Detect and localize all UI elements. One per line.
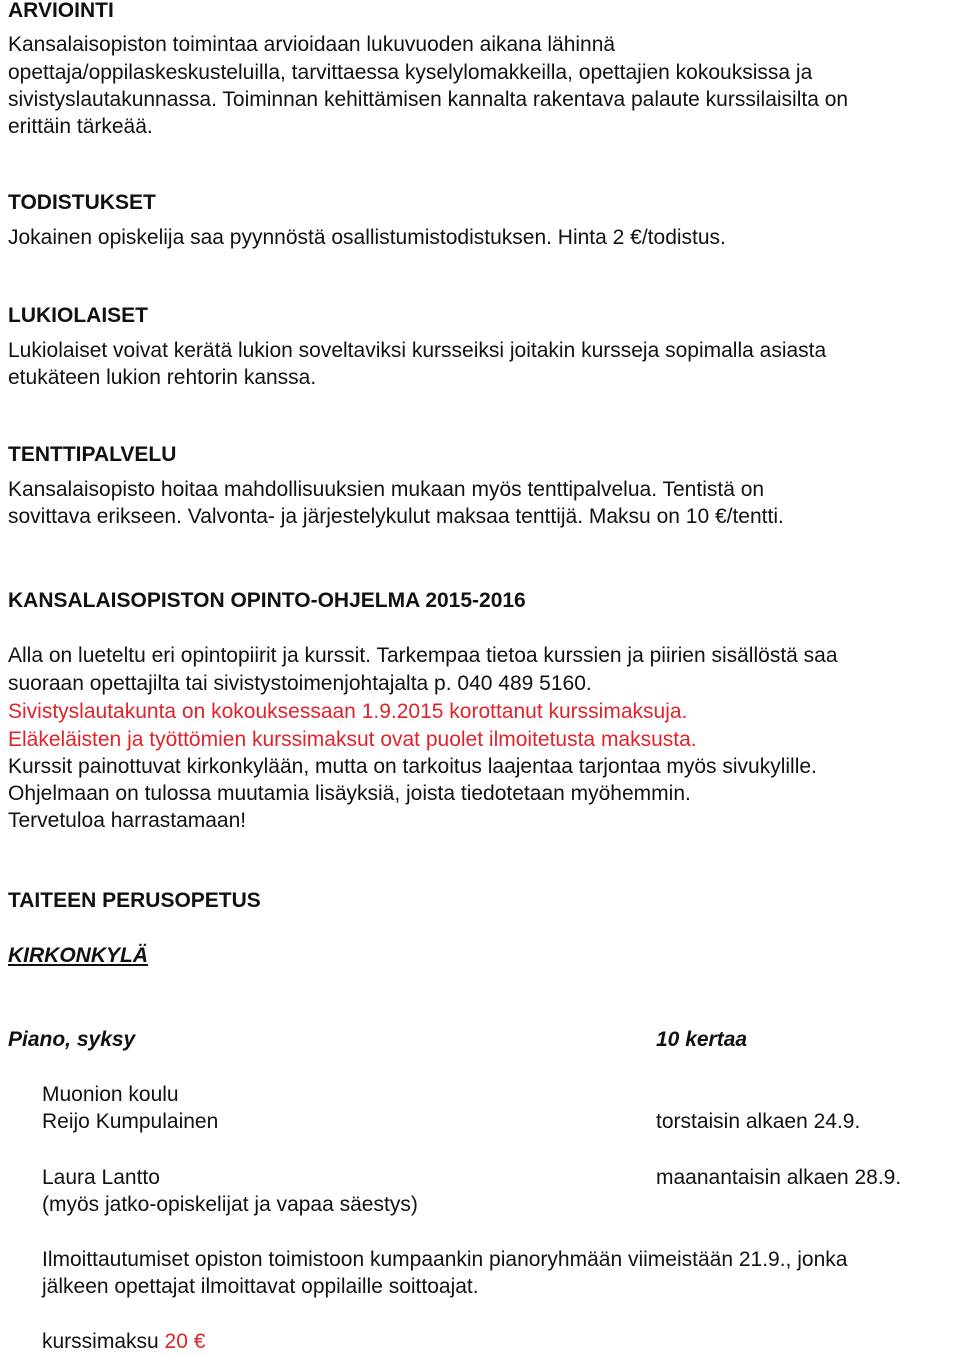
course-fee-value: 20 €: [164, 1330, 206, 1353]
ohjelma-line: Alla on lueteltu eri opintopiirit ja kurssit. Tarkempaa tietoa kurssien ja piirien sisällöstä saa: [8, 644, 838, 667]
heading-lukiolaiset: LUKIOLAISET: [8, 304, 148, 327]
ohjelma-line: Ohjelmaan on tulossa muutamia lisäyksiä, joista tiedotetaan myöhemmin.: [8, 782, 691, 805]
ohjelma-line: suoraan opettajilta tai sivistystoimenjohtajalta p. 040 489 5160.: [8, 672, 592, 695]
subheading-kirkonkyla: KIRKONKYLÄ: [8, 944, 148, 967]
teacher-note: (myös jatko-opiskelijat ja vapaa säestys): [42, 1193, 418, 1216]
ohjelma-notice-discount: Eläkeläisten ja työttömien kurssimaksut ovat puolet ilmoitetusta maksusta.: [8, 728, 697, 751]
teacher-schedule: maanantaisin alkaen 28.9.: [656, 1166, 902, 1189]
arviointi-line: opettaja/oppilaskeskusteluilla, tarvittaessa kyselylomakkeilla, opettajien kokouksissa ja: [8, 61, 813, 84]
heading-arviointi: ARVIOINTI: [8, 0, 114, 22]
tenttipalvelu-line: Kansalaisopisto hoitaa mahdollisuuksien mukaan myös tenttipalvelua. Tentistä on: [8, 478, 765, 501]
course-fee-label: kurssimaksu: [42, 1330, 159, 1353]
heading-taiteen-perusopetus: TAITEEN PERUSOPETUS: [8, 889, 261, 912]
teacher-name: Reijo Kumpulainen: [42, 1110, 219, 1133]
heading-opinto-ohjelma: KANSALAISOPISTON OPINTO-OHJELMA 2015-2016: [8, 589, 526, 612]
course-sessions: 10 kertaa: [656, 1028, 748, 1051]
lukiolaiset-line: etukäteen lukion rehtorin kanssa.: [8, 366, 317, 389]
arviointi-line: erittäin tärkeää.: [8, 115, 153, 138]
lukiolaiset-line: Lukiolaiset voivat kerätä lukion soveltaviksi kursseiksi joitakin kursseja sopimalla asiasta: [8, 339, 827, 362]
arviointi-line: Kansalaisopiston toimintaa arvioidaan lukuvuoden aikana lähinnä: [8, 33, 616, 56]
arviointi-line: sivistyslautakunnassa. Toiminnan kehittämisen kannalta rakentava palaute kurssilaisilta on: [8, 88, 849, 111]
ohjelma-line: Kurssit painottuvat kirkonkylään, mutta on tarkoitus laajentaa tarjontaa myös sivukylille.: [8, 755, 817, 778]
course-fee: [42, 1328, 205, 1356]
registration-line: Ilmoittautumiset opiston toimistoon kumpaankin pianoryhmään viimeistään 21.9., jonka: [42, 1248, 848, 1271]
teacher-schedule: torstaisin alkaen 24.9.: [656, 1110, 861, 1133]
heading-tenttipalvelu: TENTTIPALVELU: [8, 443, 177, 466]
tenttipalvelu-line: sovittava erikseen. Valvonta- ja järjestelykulut maksaa tenttijä. Maksu on 10 €/tentti.: [8, 505, 784, 528]
registration-line: jälkeen opettajat ilmoittavat oppilaille soittoajat.: [42, 1275, 479, 1298]
ohjelma-line: Tervetuloa harrastamaan!: [8, 809, 247, 832]
ohjelma-notice-fees: Sivistyslautakunta on kokouksessaan 1.9.2015 korottanut kurssimaksuja.: [8, 700, 688, 723]
todistukset-line: Jokainen opiskelija saa pyynnöstä osallistumistodistuksen. Hinta 2 €/todistus.: [8, 226, 726, 249]
heading-todistukset: TODISTUKSET: [8, 191, 156, 214]
course-location: Muonion koulu: [42, 1083, 179, 1106]
teacher-name: Laura Lantto: [42, 1166, 160, 1189]
course-title-piano: Piano, syksy: [8, 1028, 136, 1051]
